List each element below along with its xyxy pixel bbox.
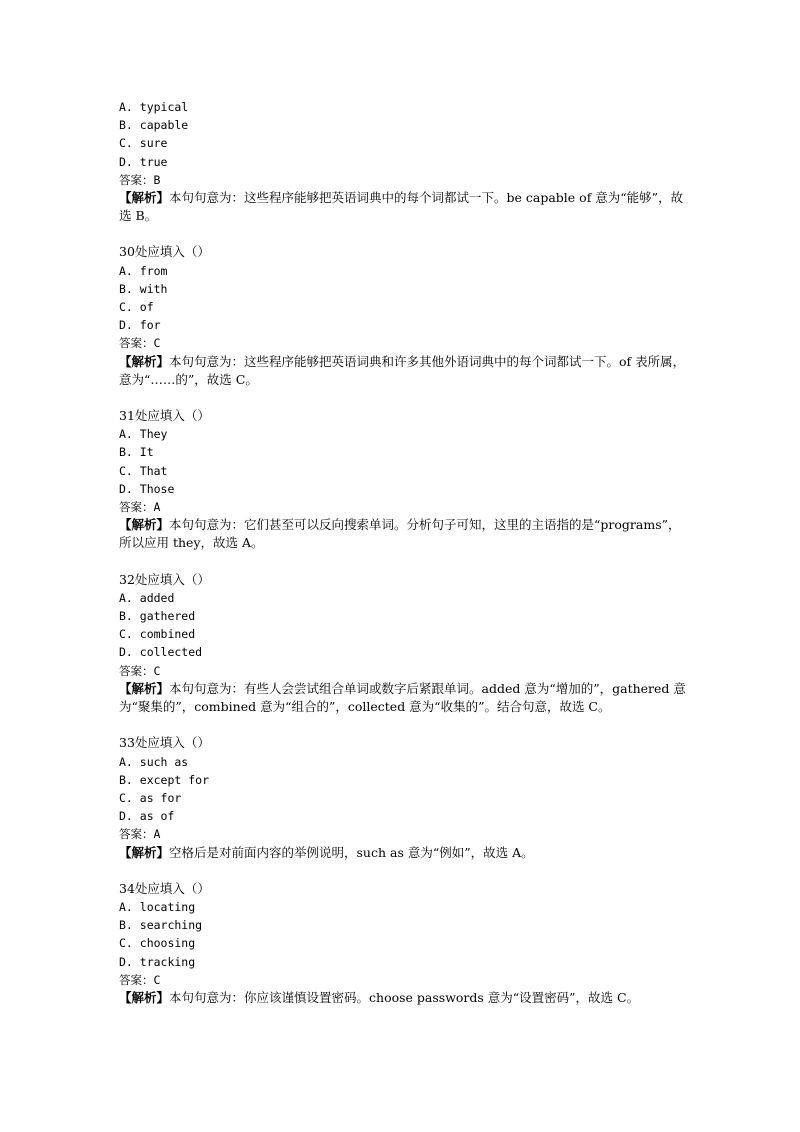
question-stem: 34处应填入（） [119, 880, 210, 896]
option-a: A. typical [119, 100, 189, 114]
option-c: C. choosing [119, 936, 196, 951]
answer: 答案：A [119, 827, 161, 842]
option-d: D. true [119, 154, 168, 169]
explanation [119, 189, 689, 225]
answer: 答案：A [119, 500, 161, 515]
explanation-tag: 【解析】 [119, 680, 170, 696]
explanation-text: 本句句意为：这些程序能够把英语词典中的每个词都试一下。be capable of 意为“能够”，故选 B。 [119, 190, 684, 224]
option-b: B. except for [119, 772, 210, 787]
explanation [119, 989, 689, 1007]
explanation-tag: 【解析】 [119, 353, 170, 369]
explanation-tag: 【解析】 [119, 844, 170, 860]
option-a: A. locating [119, 899, 196, 914]
explanation-text: 空格后是对前面内容的举例说明，such as 意为“例如”，故选 A。 [169, 844, 534, 860]
explanation [119, 516, 689, 552]
option-b: B. with [119, 281, 168, 296]
answer: 答案：C [119, 663, 161, 678]
question-stem: 33处应填入（） [119, 735, 210, 751]
question-stem: 32处应填入（） [119, 571, 210, 587]
option-b: B. gathered [119, 609, 196, 624]
option-a: A. They [119, 427, 168, 442]
option-d: D. tracking [119, 954, 196, 969]
option-c: C. That [119, 463, 168, 478]
explanation-text: 本句句意为：它们甚至可以反向搜索单词。分析句子可知，这里的主语指的是“programs”，所以应用 they，故选 A。 [119, 517, 681, 551]
option-b: B. It [119, 445, 154, 460]
answer: 答案：C [119, 336, 161, 351]
option-d: D. collected [119, 645, 203, 660]
explanation-text: 本句句意为：有些人会尝试组合单词或数字后紧跟单词。added 意为“增加的”，gathered 意为“聚集的”，combined 意为“组合的”，collected 意为“收集的”。结合句意，故选 C。 [119, 680, 686, 715]
explanation-text: 本句句意为：你应该谨慎设置密码。choose passwords 意为“设置密码”，故选 C。 [169, 989, 640, 1005]
option-a: A. added [119, 590, 175, 605]
question-33 [119, 734, 689, 861]
option-d: D. as of [119, 809, 175, 824]
answer: 答案：C [119, 972, 161, 987]
question-stem: 30处应填入（） [119, 244, 210, 260]
option-b: B. capable [119, 118, 189, 133]
question-32 [119, 571, 689, 717]
question-34 [119, 880, 689, 1007]
answer: 答案：B [119, 172, 161, 187]
option-c: C. combined [119, 627, 196, 642]
explanation-text: 本句句意为：这些程序能够把英语词典和许多其他外语词典中的每个词都试一下。of 表所属，意为“……的”，故选 C。 [119, 353, 686, 387]
question-29 [119, 98, 689, 225]
option-b: B. searching [119, 918, 203, 933]
option-c: C. sure [119, 136, 168, 151]
explanation [119, 353, 689, 389]
explanation [119, 680, 689, 716]
explanation [119, 844, 689, 862]
option-a: A. from [119, 263, 168, 278]
explanation-tag: 【解析】 [119, 989, 170, 1005]
question-31 [119, 407, 689, 553]
option-a: A. such as [119, 754, 189, 769]
question-30 [119, 243, 689, 389]
explanation-tag: 【解析】 [119, 517, 170, 533]
document-page [119, 98, 689, 1007]
option-d: D. for [119, 318, 161, 333]
option-d: D. Those [119, 481, 175, 496]
explanation-tag: 【解析】 [119, 190, 170, 206]
option-c: C. of [119, 300, 154, 315]
question-stem: 31处应填入（） [119, 408, 210, 424]
option-c: C. as for [119, 790, 182, 805]
